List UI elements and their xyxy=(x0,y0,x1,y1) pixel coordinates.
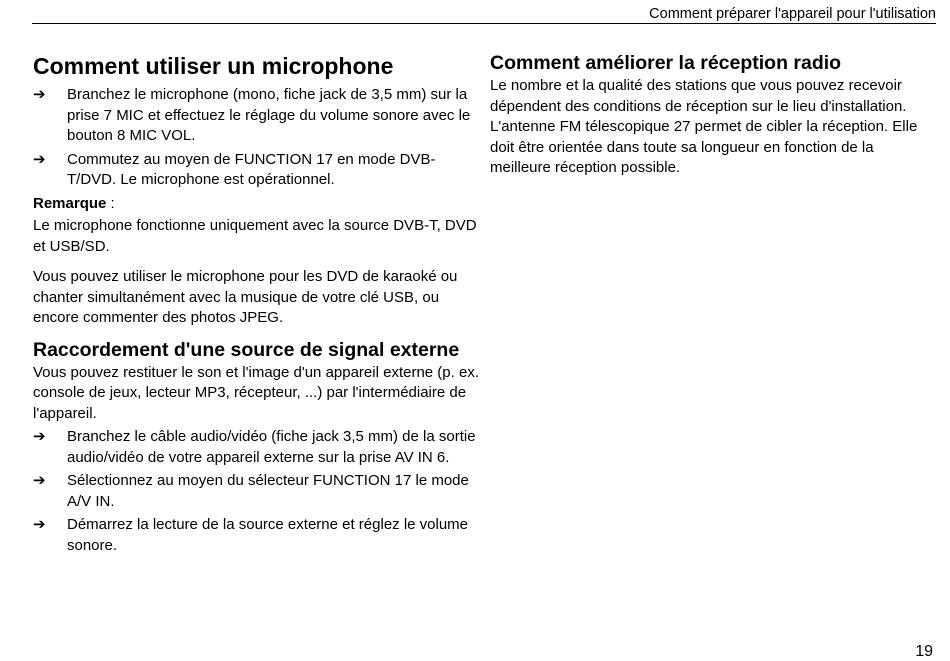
page-number: 19 xyxy=(915,643,933,660)
list-item xyxy=(33,515,479,556)
section-title-external-source: Raccordement d'une source de signal externe xyxy=(33,338,460,361)
section-title-radio: Comment améliorer la réception radio xyxy=(490,52,842,74)
remark-label: Remarque xyxy=(33,194,107,212)
step-text: Branchez le microphone (mono, fiche jack de 3,5 mm) sur la prise 7 MIC et effectuez le réglage du volume sonore avec le bouton 8 MIC VOL. xyxy=(67,86,471,144)
header-divider xyxy=(32,23,936,24)
list-item xyxy=(33,85,479,147)
external-intro: Vous pouvez restituer le son et l'image d'un appareil externe (p. ex. console de jeux, lecteur MP3, récepteur, ...) par l'intermédiaire de l'appareil. xyxy=(33,363,479,422)
step-text: Commutez au moyen de FUNCTION 17 en mode DVB-T/DVD. Le microphone est opérationnel. xyxy=(67,150,436,188)
section-title-microphone: Comment utiliser un microphone xyxy=(33,53,394,79)
list-item xyxy=(33,427,479,468)
step-text: Branchez le câble audio/vidéo (fiche jack 3,5 mm) de la sortie audio/vidéo de votre appareil externe sur la prise AV IN 6. xyxy=(67,428,476,466)
step-text: Sélectionnez au moyen du sélecteur FUNCTION 17 le mode A/V IN. xyxy=(67,472,469,510)
list-item xyxy=(33,471,479,512)
arrow-right-icon: ➔ xyxy=(33,150,46,168)
arrow-right-icon: ➔ xyxy=(33,472,46,489)
right-column xyxy=(490,52,935,179)
arrow-right-icon: ➔ xyxy=(33,516,46,533)
microphone-steps xyxy=(33,85,479,191)
arrow-right-icon: ➔ xyxy=(33,428,46,445)
external-steps xyxy=(33,427,479,556)
list-item xyxy=(33,150,479,191)
remark-heading xyxy=(33,194,479,215)
remark-text: Le microphone fonctionne uniquement avec la source DVB-T, DVD et USB/SD. xyxy=(33,217,477,255)
microphone-paragraph: Vous pouvez utiliser le microphone pour les DVD de karaoké ou chanter simultanément avec la musique de votre clé USB, ou encore commenter des photos JPEG. xyxy=(33,268,458,326)
left-column xyxy=(33,52,479,559)
radio-paragraph: Le nombre et la qualité des stations que vous pouvez recevoir dépendent des conditions de réception sur le lieu d'installation. L'antenne FM télescopique 27 permet de cibler la réception. Elle doit être orientée dans toute sa longueur en fonction de la meilleure réception possible. xyxy=(490,77,918,176)
remark-colon: : xyxy=(106,194,115,212)
arrow-right-icon: ➔ xyxy=(33,86,46,103)
step-text: Démarrez la lecture de la source externe et réglez le volume sonore. xyxy=(67,516,469,554)
running-header: Comment préparer l'appareil pour l'utilisation xyxy=(649,6,936,22)
